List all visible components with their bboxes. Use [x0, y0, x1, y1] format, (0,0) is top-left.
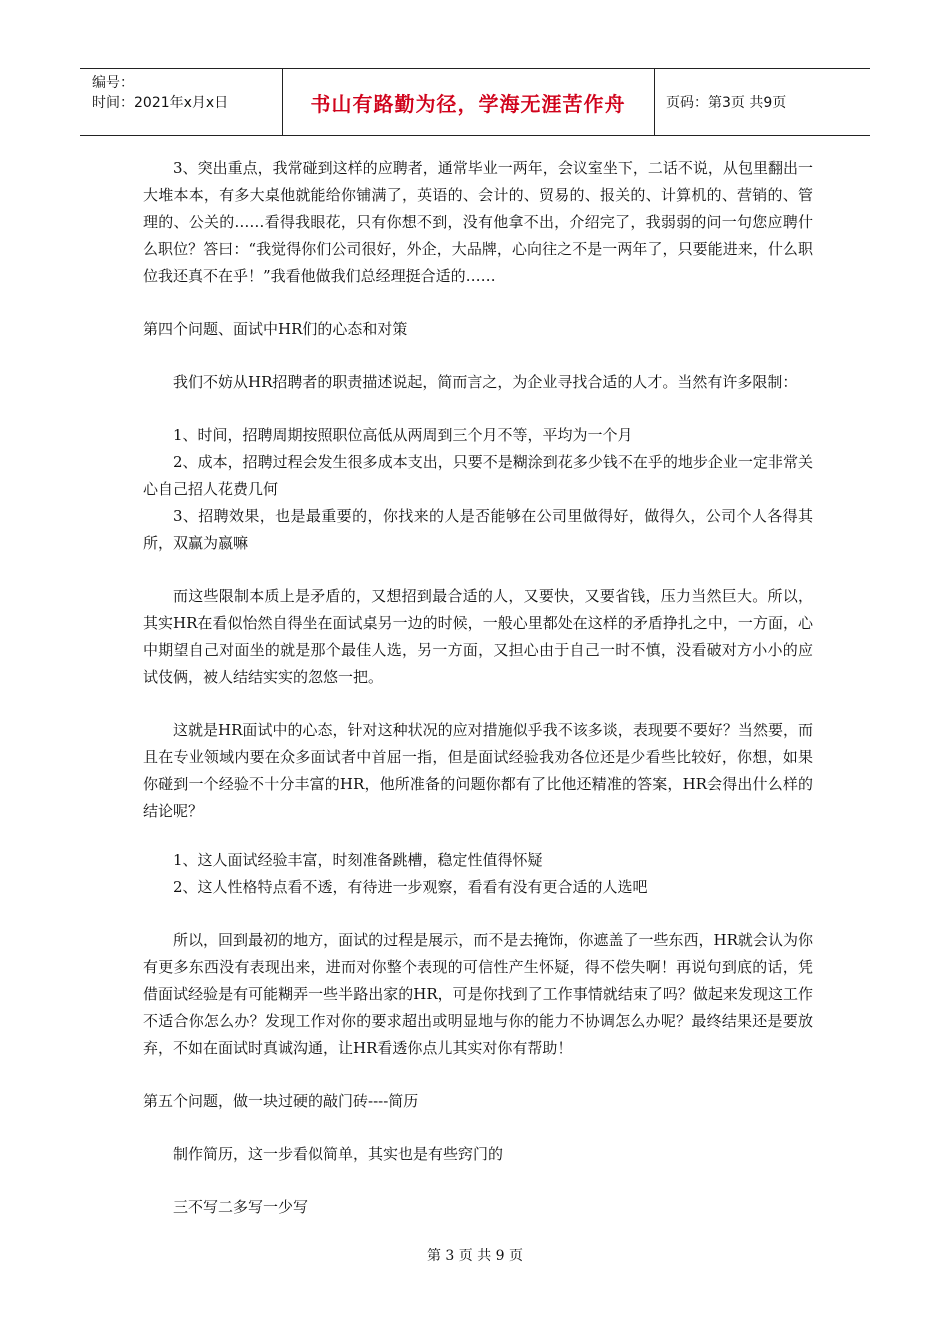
section-heading-5: 第五个问题，做一块过硬的敲门砖----简历	[143, 1092, 419, 1110]
header-meta	[92, 73, 228, 113]
header-divider	[654, 69, 655, 135]
paragraph-hr-mindset: 这就是HR面试中的心态，针对这种状况的应对措施似乎我不该多谈，表现要不要好？当然要，而且在专业领域内要在众多面试者中首屈一指，但是面试经验我劝各位还是少看些比较好，你想，如果你碰到一个经验不十分丰富的HR，他所准备的问题你都有了比他还精准的答案，HR会得出什么样的结论呢？	[143, 721, 813, 820]
paragraph-resume-rules: 三不写二多写一少写	[173, 1198, 309, 1216]
list-item-time: 1、时间，招聘周期按照职位高低从两周到三个月不等，平均为一个月	[173, 426, 633, 444]
list-item-effect: 3、招聘效果，也是最重要的，你找来的人是否能够在公司里做得好，做得久，公司个人各得其所，双赢为嬴嘛	[143, 507, 813, 552]
serial-number-label: 编号：	[92, 75, 134, 91]
page-footer: 第 3 页 共 9 页	[426, 1248, 524, 1264]
document-body	[143, 155, 813, 1221]
list-item-unreadable: 2、这人性格特点看不透，有待进一步观察，看看有没有更合适的人选吧	[173, 878, 648, 896]
header-page-info: 页码：第3页 共9页	[666, 95, 787, 111]
paragraph-resume-intro: 制作简历，这一步看似简单，其实也是有些窍门的	[173, 1145, 504, 1163]
date-label: 时间：2021年x月x日	[92, 95, 229, 111]
list-item-experienced: 1、这人面试经验丰富，时刻准备跳槽，稳定性值得怀疑	[173, 851, 543, 869]
paragraph-highlight-key-points: 3、突出重点，我常碰到这样的应聘者，通常毕业一两年，会议室坐下，二话不说，从包里翻出一大堆本本，有多大桌他就能给你铺满了，英语的、会计的、贸易的、报关的、计算机的、营销的、管理的、公关的……看得我眼花，只有你想不到，没有他拿不出，介绍完了，我弱弱的问一句您应聘什么职位？答曰：“我觉得你们公司很好，外企，大品牌，心向往之不是一两年了，只要能进来，什么职位我还真不在乎！”我看他做我们总经理挺合适的……	[143, 159, 813, 285]
paragraph-hr-duties: 我们不妨从HR招聘者的职责描述说起，简而言之，为企业寻找合适的人才。当然有许多限制：	[173, 373, 798, 391]
list-item-cost: 2、成本，招聘过程会发生很多成本支出，只要不是糊涂到花多少钱不在乎的地步企业一定非常关心自己招人花费几何	[143, 453, 813, 498]
paragraph-contradiction: 而这些限制本质上是矛盾的，又想招到最合适的人，又要快，又要省钱，压力当然巨大。所以，其实HR在看似怡然自得坐在面试桌另一边的时候，一般心里都处在这样的矛盾挣扎之中，一方面，心中期望自己对面坐的就是那个最佳人选，另一方面，又担心由于自己一时不慎，没看破对方小小的应试伎俩，被人结结实实的忽悠一把。	[143, 587, 813, 686]
section-heading-4: 第四个问题、面试中HR们的心态和对策	[143, 320, 408, 338]
paragraph-conclusion: 所以，回到最初的地方，面试的过程是展示，而不是去掩饰，你遮盖了一些东西，HR就会认为你有更多东西没有表现出来，进而对你整个表现的可信性产生怀疑，得不偿失啊！再说句到底的话，凭借面试经验是有可能糊弄一些半路出家的HR，可是你找到了工作事情就结束了吗？做起来发现这工作不适合你怎么办？发现工作对你的要求超出或明显地与你的能力不协调怎么办呢？最终结果还是要放弃，不如在面试时真诚沟通，让HR看透你点儿其实对你有帮助！	[143, 931, 813, 1057]
page-header	[80, 68, 870, 136]
header-motto: 书山有路勤为径，学海无涯苦作舟	[310, 91, 626, 116]
